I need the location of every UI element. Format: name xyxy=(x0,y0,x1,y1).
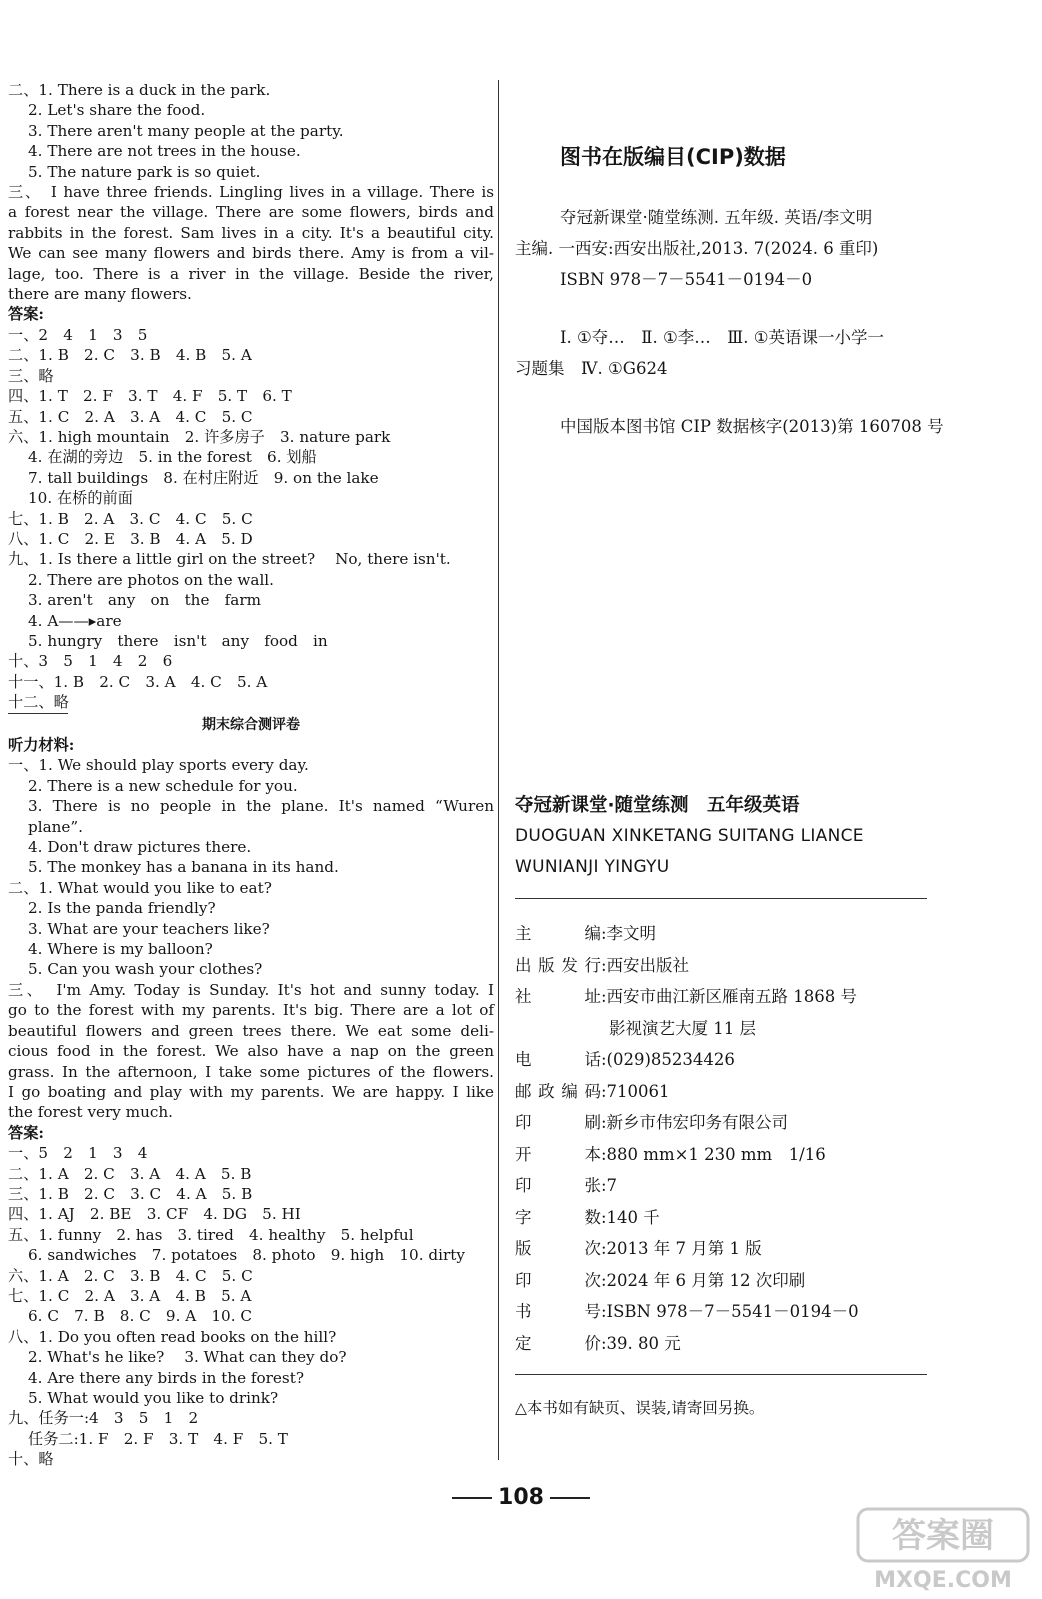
answer-line: 九、1. Is there a little girl on the street? No, there isn't. xyxy=(8,550,451,569)
answer-line: 4. Are there any birds in the forest? xyxy=(28,1368,304,1387)
book-pinyin-2: WUNIANJI YINGYU xyxy=(515,857,670,877)
info-row xyxy=(515,1202,935,1234)
info-row xyxy=(515,950,935,982)
info-value: :39. 80 元 xyxy=(601,1333,681,1353)
answer-line: 6. C 7. B 8. C 9. A 10. C xyxy=(28,1307,252,1326)
cip-classification-cont: 习题集 Ⅳ. ①G624 xyxy=(515,359,668,378)
answer-line: 10. 在桥的前面 xyxy=(28,489,133,508)
info-row xyxy=(515,1139,935,1171)
info-bottom-rule xyxy=(515,1374,927,1375)
info-label: 版 次 xyxy=(515,1239,601,1258)
answer-line: 6. sandwiches 7. potatoes 8. photo 9. high 10. dirty xyxy=(28,1246,465,1265)
info-value: :710061 xyxy=(601,1081,670,1101)
answer-line: 4. Don't draw pictures there. xyxy=(28,838,252,857)
answer-line: 5. The monkey has a banana in its hand. xyxy=(28,858,339,877)
book-title: 夺冠新课堂·随堂练测 五年级英语 xyxy=(515,795,800,816)
cip-line-2: 主编. 一西安:西安出版社,2013. 7(2024. 6 重印) xyxy=(515,239,879,258)
answer-line: 二、1. What would you like to eat? xyxy=(8,878,272,897)
page-number-text: 108 xyxy=(498,1485,544,1510)
book-pinyin-1: DUOGUAN XINKETANG SUITANG LIANCE xyxy=(515,826,864,846)
info-value: :新乡市伟宏印务有限公司 xyxy=(601,1113,789,1132)
answer-line: 十二、略 xyxy=(8,693,69,712)
info-label: 书 号 xyxy=(515,1302,601,1321)
answer-line: 七、1. B 2. A 3. C 4. C 5. C xyxy=(8,509,253,528)
answer-line: 二、1. A 2. C 3. A 4. A 5. B xyxy=(8,1164,252,1183)
answer-line: 五、1. C 2. A 3. A 4. C 5. C xyxy=(8,407,253,426)
answer-line: 一、5 2 1 3 4 xyxy=(8,1144,148,1163)
answer-line: 三、1. B 2. C 3. C 4. A 5. B xyxy=(8,1184,253,1203)
answer-line: 4. There are not trees in the house. xyxy=(28,142,301,161)
answer-line: 一、1. We should play sports every day. xyxy=(8,756,309,775)
answer-line: plane”. xyxy=(28,817,83,836)
info-value: :ISBN 978－7－5541－0194－0 xyxy=(601,1302,859,1321)
answer-line: 三、略 xyxy=(8,366,54,385)
answer-line: 听力材料: xyxy=(8,736,75,754)
info-row xyxy=(515,1296,935,1328)
page-number-dash-left xyxy=(452,1497,492,1499)
publication-info xyxy=(515,918,935,1359)
info-row xyxy=(515,1013,935,1045)
answer-line: 期末综合测评卷 xyxy=(202,716,300,733)
answer-line: 十一、1. B 2. C 3. A 4. C 5. A xyxy=(8,672,268,691)
answer-line: 十、略 xyxy=(8,1450,54,1469)
answer-line: 答案: xyxy=(8,305,44,324)
answer-line: 2. There are photos on the wall. xyxy=(28,570,274,589)
info-label: 邮政编码 xyxy=(515,1081,601,1101)
answer-line: 四、1. AJ 2. BE 3. CF 4. DG 5. HI xyxy=(8,1205,301,1224)
answer-line: go to the forest with my parents. It's big. There are a lot of xyxy=(8,1001,494,1020)
info-value: :西安市曲江新区雁南五路 1868 号 xyxy=(601,987,858,1006)
info-label: 社 址 xyxy=(515,987,601,1006)
info-value: :2013 年 7 月第 1 版 xyxy=(601,1239,762,1258)
info-value: 影视演艺大厦 11 层 xyxy=(609,1018,756,1038)
answer-line: beautiful flowers and green trees there. We eat some deli- xyxy=(8,1021,494,1040)
info-label: 印 张 xyxy=(515,1176,601,1195)
answer-line: 5. hungry there isn't any food in xyxy=(28,631,328,650)
info-row xyxy=(515,918,935,950)
answer-line: 4. Where is my balloon? xyxy=(28,940,213,959)
info-row xyxy=(515,1107,935,1139)
info-label: 主 编 xyxy=(515,924,601,943)
info-row xyxy=(515,1265,935,1297)
info-value: :李文明 xyxy=(601,924,657,943)
answer-line: 三、 I'm Amy. Today is Sunday. It's hot and sunny today. I xyxy=(8,980,494,999)
answer-key-column xyxy=(8,80,494,1470)
info-row xyxy=(515,1233,935,1265)
cip-title: 图书在版编目(CIP)数据 xyxy=(560,145,786,169)
answer-line: 三、 I have three friends. Lingling lives in a village. There is xyxy=(8,183,494,202)
answer-line: 六、1. A 2. C 3. B 4. C 5. C xyxy=(8,1266,253,1285)
info-label: 印 次 xyxy=(515,1270,601,1290)
answer-line: 3. There is no people in the plane. It's named “Wuren xyxy=(28,797,494,816)
answer-line: 7. tall buildings 8. 在村庄附近 9. on the lake xyxy=(28,468,379,487)
answer-line: the forest very much. xyxy=(8,1103,173,1122)
answer-line: 4. 在湖的旁边 5. in the forest 6. 划船 xyxy=(28,448,317,467)
info-label: 定 价 xyxy=(515,1333,601,1353)
answer-line: 六、1. high mountain 2. 许多房子 3. nature park xyxy=(8,427,391,446)
answer-line: rabbits in the forest. Sam lives in a city. It's a beautiful city. xyxy=(8,223,494,242)
section-rule xyxy=(8,713,68,714)
column-divider xyxy=(498,80,499,1460)
answer-line: a forest near the village. There are some flowers, birds and xyxy=(8,203,494,222)
answer-line: 七、1. C 2. A 3. A 4. B 5. A xyxy=(8,1286,252,1305)
info-label: 印 刷 xyxy=(515,1113,601,1132)
answer-line: 2. There is a new schedule for you. xyxy=(28,776,298,795)
answer-line: 2. Is the panda friendly? xyxy=(28,899,216,918)
watermark-text-2: MXQE.COM xyxy=(874,1568,1012,1593)
answer-line: 答案: xyxy=(8,1123,44,1142)
info-row xyxy=(515,1044,935,1076)
watermark-logo xyxy=(850,1505,1035,1595)
answer-line: 5. What would you like to drink? xyxy=(28,1389,279,1407)
answer-line: 2. What's he like? 3. What can they do? xyxy=(28,1348,347,1367)
answer-line: 八、1. C 2. E 3. B 4. A 5. D xyxy=(8,529,253,548)
info-label: 出版发行 xyxy=(515,955,601,975)
answer-line: 3. There aren't many people at the party. xyxy=(28,121,344,140)
answer-line: 二、1. There is a duck in the park. xyxy=(8,81,271,99)
answer-line: 3. aren't any on the farm xyxy=(28,591,261,610)
info-value: :7 xyxy=(601,1176,618,1195)
answer-line: I go boating and play with my parents. We are happy. I like xyxy=(8,1082,494,1101)
answer-line: 5. The nature park is so quiet. xyxy=(28,162,261,181)
answer-line: 一、2 4 1 3 5 xyxy=(8,325,148,344)
info-top-rule xyxy=(515,898,927,899)
cip-classification: Ⅰ. ①夺… Ⅱ. ①李… Ⅲ. ①英语课一小学一 xyxy=(560,328,884,347)
info-row xyxy=(515,1328,935,1360)
answer-line: 4. A——▸are xyxy=(28,611,122,630)
page-number-dash-right xyxy=(550,1497,590,1499)
info-value: :2024 年 6 月第 12 次印刷 xyxy=(601,1270,806,1290)
answer-line: 九、任务一:4 3 5 1 2 xyxy=(8,1409,199,1428)
answer-line: We can see many flowers and birds there. Amy is from a vil- xyxy=(8,244,494,263)
answer-line: 3. What are your teachers like? xyxy=(28,919,270,938)
answer-line: grass. In the afternoon, I take some pictures of the flowers. xyxy=(8,1062,494,1081)
info-value: :西安出版社 xyxy=(601,955,690,975)
defect-notice: △本书如有缺页、误装,请寄回另换。 xyxy=(515,1399,765,1417)
answer-line: 四、1. T 2. F 3. T 4. F 5. T 6. T xyxy=(8,387,292,406)
page-number xyxy=(441,1485,601,1510)
answer-line: 八、1. Do you often read books on the hill? xyxy=(8,1327,337,1346)
info-value: :880 mm×1 230 mm 1/16 xyxy=(601,1144,826,1164)
info-label: 字 数 xyxy=(515,1207,601,1227)
cip-record-number: 中国版本图书馆 CIP 数据核字(2013)第 160708 号 xyxy=(560,417,944,436)
info-row xyxy=(515,981,935,1013)
answer-line: there are many flowers. xyxy=(8,285,192,304)
info-value: :140 千 xyxy=(601,1207,660,1227)
cip-isbn: ISBN 978－7－5541－0194－0 xyxy=(560,270,813,289)
cip-line-1: 夺冠新课堂·随堂练测. 五年级. 英语/李文明 xyxy=(560,208,873,227)
answer-line: 2. Let's share the food. xyxy=(28,101,206,120)
info-row xyxy=(515,1076,935,1108)
answer-line: 五、1. funny 2. has 3. tired 4. healthy 5. helpful xyxy=(8,1225,414,1244)
info-row xyxy=(515,1170,935,1202)
info-value: :(029)85234426 xyxy=(601,1050,735,1069)
answer-line: 十、3 5 1 4 2 6 xyxy=(8,652,173,671)
answer-line: 二、1. B 2. C 3. B 4. B 5. A xyxy=(8,346,252,365)
answer-line: lage, too. There is a river in the village. Beside the river, xyxy=(8,264,494,283)
watermark-text-1: 答案圈 xyxy=(892,1516,994,1556)
answer-line: 任务二:1. F 2. F 3. T 4. F 5. T xyxy=(28,1429,288,1448)
info-label: 电 话 xyxy=(515,1050,601,1069)
answer-line: 5. Can you wash your clothes? xyxy=(28,960,263,979)
info-label: 开 本 xyxy=(515,1144,601,1164)
answer-line: cious food in the forest. We also have a nap on the green xyxy=(8,1042,494,1061)
